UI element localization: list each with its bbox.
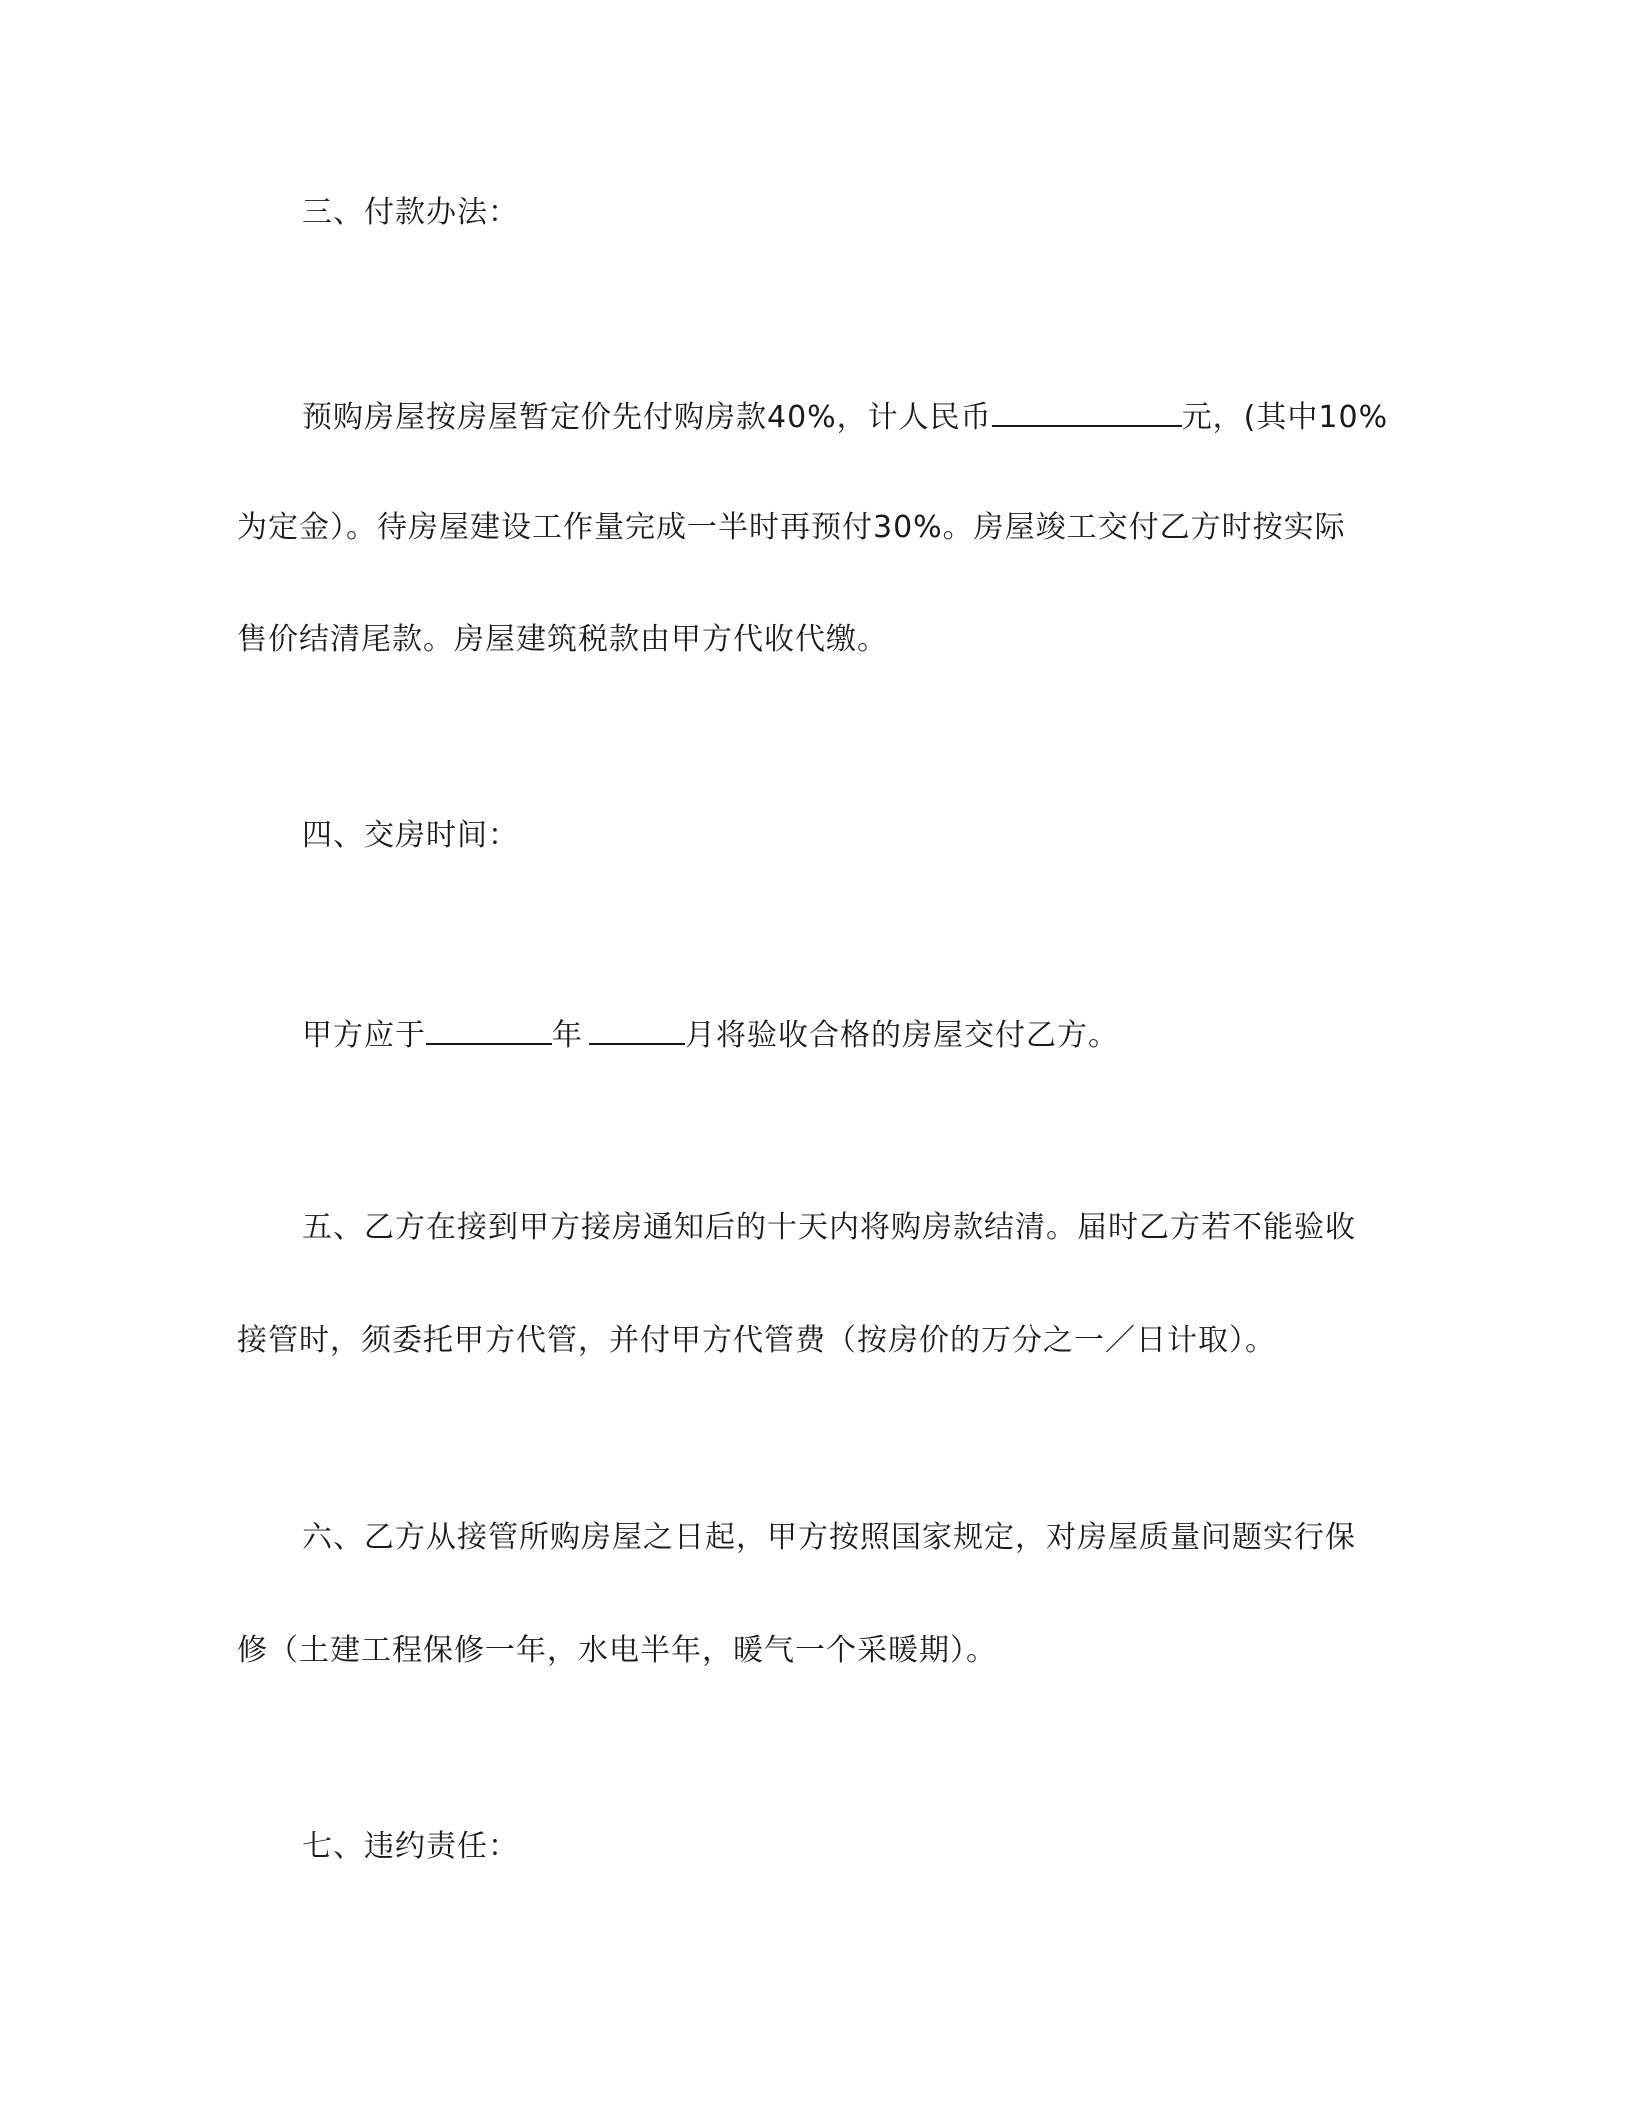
payment-text-after-blank: 元，(其中10%	[1181, 400, 1389, 435]
section-5-line-2: 接管时，须委托甲方代管，并付甲方代管费（按房价的万分之一／日计取）。	[237, 1323, 1276, 1358]
section-5-line-1: 五、乙方在接到甲方接房通知后的十天内将购房款结清。届时乙方若不能验收	[302, 1210, 1356, 1245]
section-4-heading: 四、交房时间：	[302, 818, 519, 853]
section-3-paragraph-line-3: 售价结清尾款。房屋建筑税款由甲方代收代缴。	[237, 622, 888, 657]
section-3-paragraph-line-2: 为定金）。待房屋建设工作量完成一半时再预付30%。房屋竣工交付乙方时按实际	[237, 510, 1346, 545]
section-6-line-1: 六、乙方从接管所购房屋之日起，甲方按照国家规定，对房屋质量问题实行保	[302, 1520, 1356, 1555]
section-4-paragraph	[302, 1013, 1119, 1056]
year-blank[interactable]	[426, 1013, 552, 1045]
section-6-line-2: 修（土建工程保修一年，水电半年，暖气一个采暖期）。	[237, 1633, 997, 1668]
section-3-paragraph-line-1	[302, 395, 1388, 438]
delivery-text-after-month: 月将验收合格的房屋交付乙方。	[685, 1018, 1119, 1053]
section-3-heading: 三、付款办法：	[302, 195, 519, 230]
year-label: 年	[552, 1018, 583, 1053]
month-blank[interactable]	[589, 1013, 685, 1045]
amount-blank[interactable]	[992, 395, 1182, 427]
section-7-heading: 七、违约责任：	[302, 1829, 519, 1864]
payment-text-before-blank: 预购房屋按房屋暂定价先付购房款40%，计人民币	[302, 400, 992, 435]
delivery-text-before-year: 甲方应于	[302, 1018, 426, 1053]
